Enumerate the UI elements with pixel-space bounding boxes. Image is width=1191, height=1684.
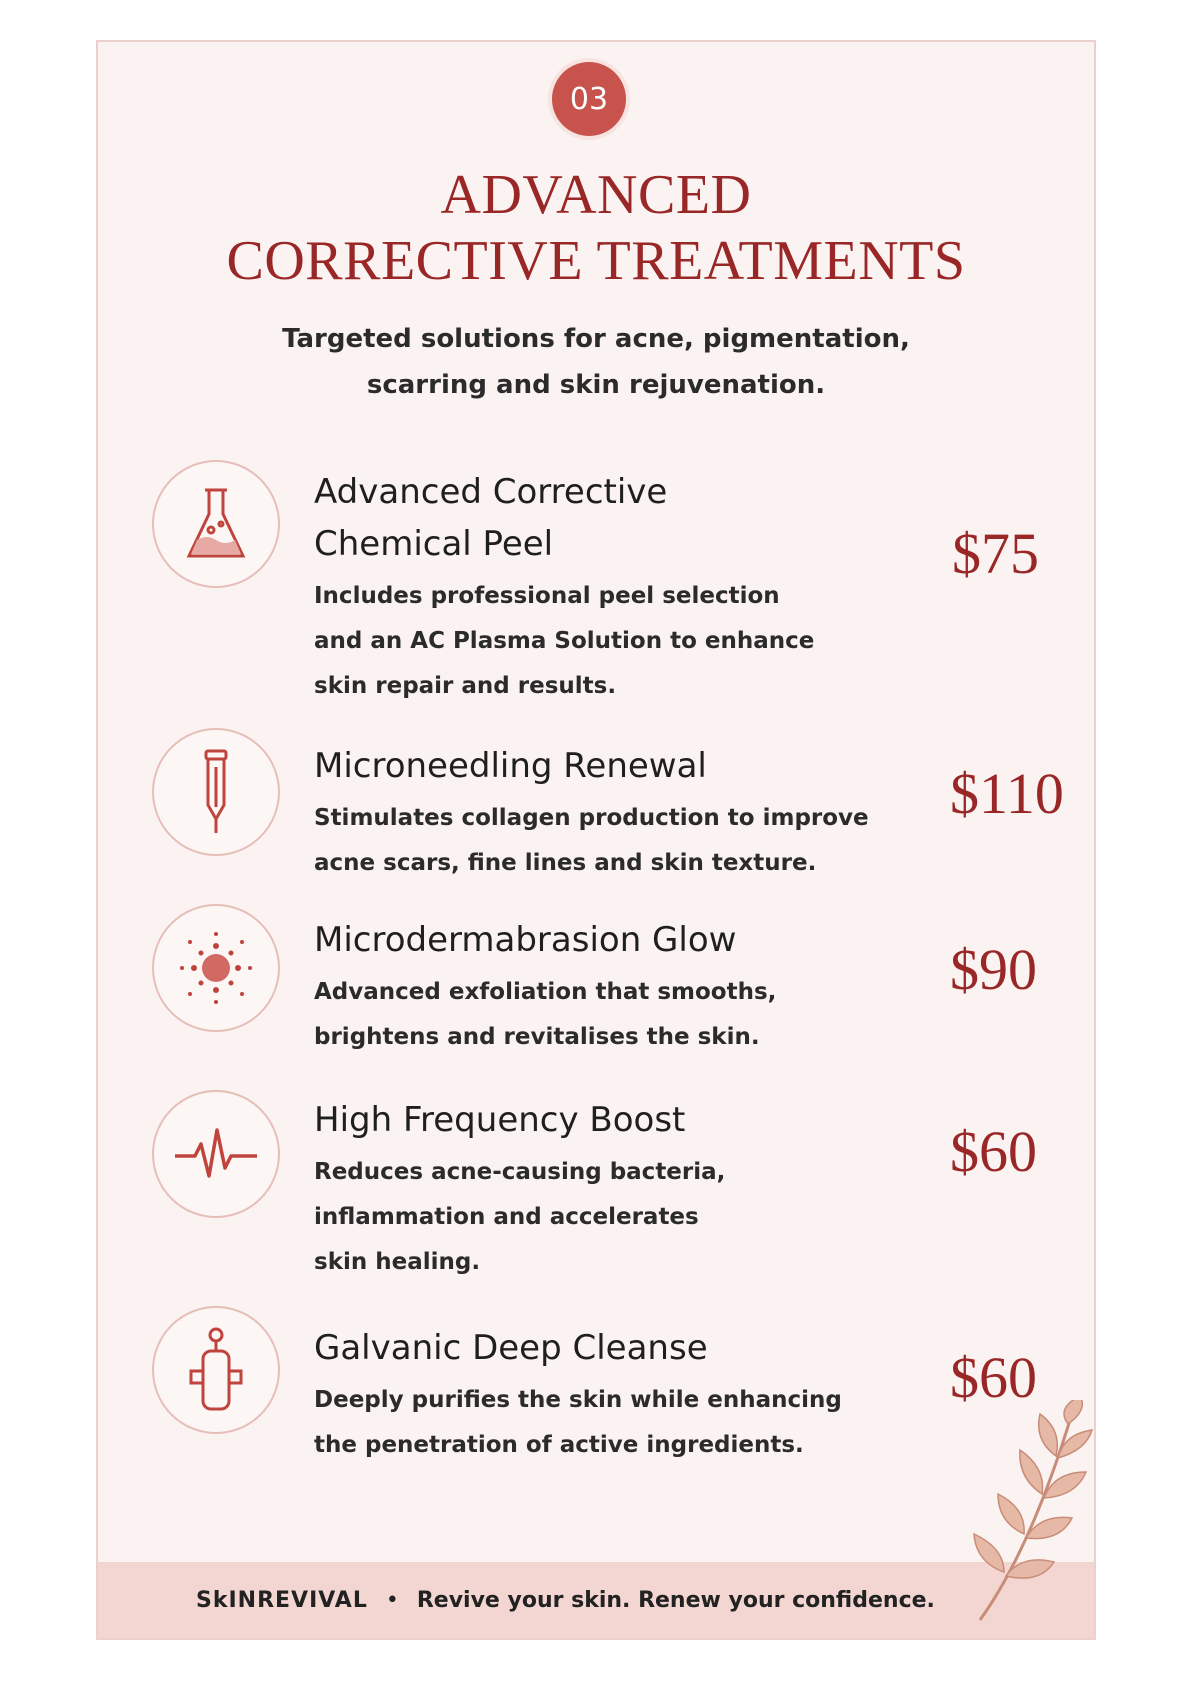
treatment-description: inflammation and accelerates (314, 1204, 699, 1230)
treatment-name: Chemical Peel (314, 524, 554, 564)
subtitle-line-1: Targeted solutions for acne, pigmentation, (282, 324, 910, 354)
treatment-description: the penetration of active ingredients. (314, 1432, 804, 1458)
pulse-icon (152, 1090, 280, 1218)
treatment-price: $110 (950, 761, 1064, 826)
treatment-price: $90 (950, 937, 1037, 1002)
treatment-description: Reduces acne-causing bacteria, (314, 1159, 726, 1185)
treatment-name: Advanced Corrective (314, 472, 668, 512)
footer-separator: • (385, 1587, 399, 1613)
treatment-price: $75 (952, 521, 1039, 586)
treatment-name: High Frequency Boost (314, 1100, 686, 1140)
treatment-description: brightens and revitalises the skin. (314, 1024, 760, 1050)
page-title-line-2: CORRECTIVE TREATMENTS (226, 230, 966, 292)
treatment-description: and an AC Plasma Solution to enhance (314, 628, 815, 654)
subtitle-line-2: scarring and skin rejuvenation. (366, 370, 826, 400)
treatment-description: acne scars, fine lines and skin texture. (314, 850, 817, 876)
galvanic-device-icon (152, 1306, 280, 1434)
treatment-price: $60 (950, 1345, 1037, 1410)
treatment-description: skin repair and results. (314, 673, 617, 699)
treatment-description: Includes professional peel selection (314, 583, 780, 609)
treatment-name: Galvanic Deep Cleanse (314, 1328, 708, 1368)
leaf-branch-icon (960, 1400, 1100, 1630)
treatment-description: Stimulates collagen production to improve (314, 805, 869, 831)
particles-icon (152, 904, 280, 1032)
treatment-description: Advanced exfoliation that smooths, (314, 979, 777, 1005)
section-number-badge: 03 (552, 62, 626, 136)
treatment-description: Deeply purifies the skin while enhancing (314, 1387, 842, 1413)
flask-icon (152, 460, 280, 588)
footer (196, 1580, 935, 1620)
footer-tagline: Revive your skin. Renew your confidence. (416, 1587, 935, 1613)
treatment-name: Microdermabrasion Glow (314, 920, 737, 960)
page-title-line-1: ADVANCED (440, 164, 752, 226)
treatment-price: $60 (950, 1119, 1037, 1184)
treatment-description: skin healing. (314, 1249, 481, 1275)
microneedle-pen-icon (152, 728, 280, 856)
treatment-name: Microneedling Renewal (314, 746, 707, 786)
brand-name: SkINREVIVAL (196, 1587, 368, 1613)
